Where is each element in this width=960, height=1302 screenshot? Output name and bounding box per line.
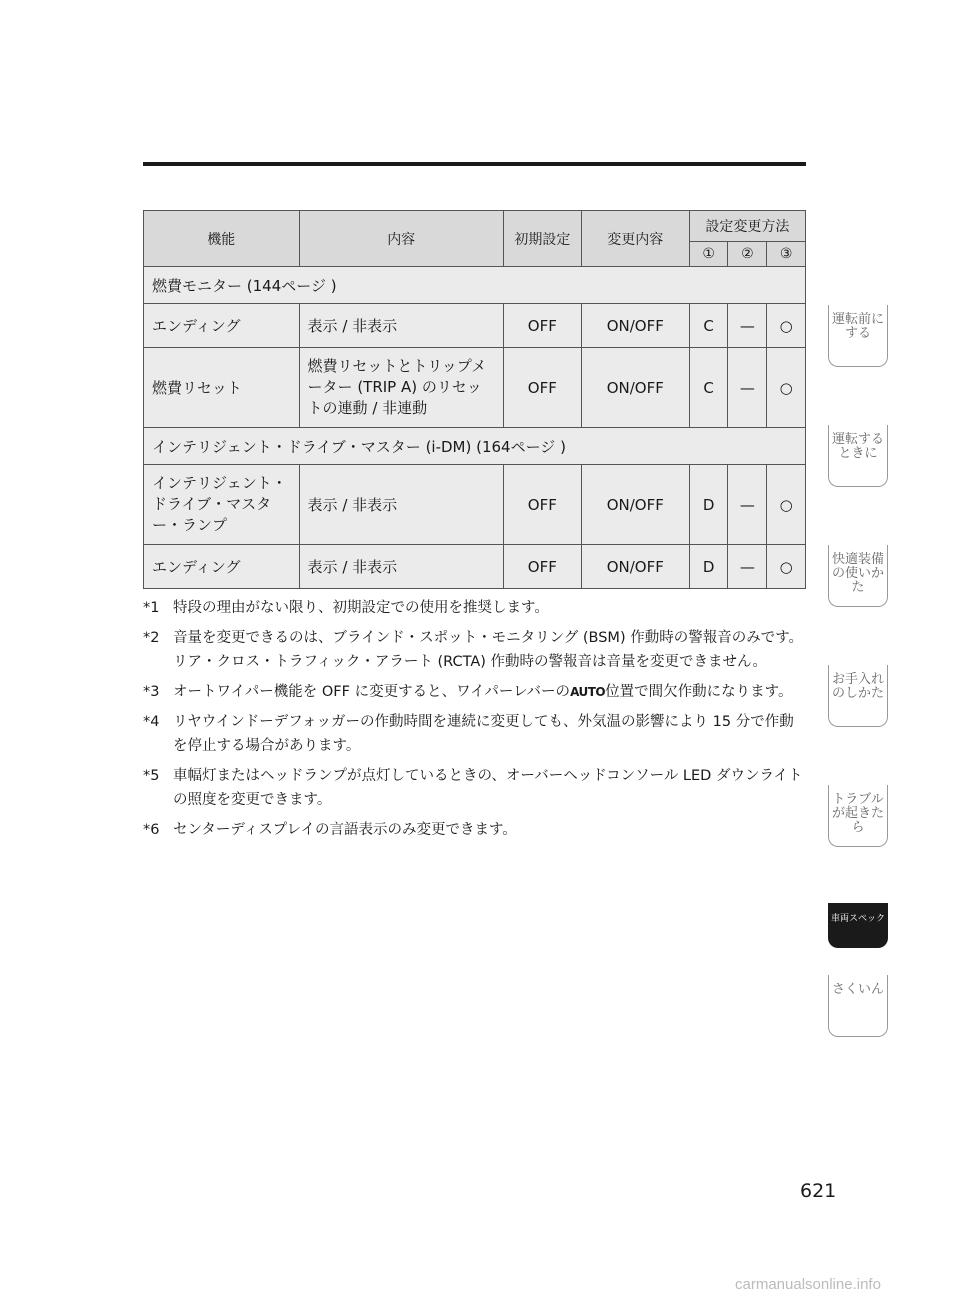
side-tab-comfort[interactable] <box>828 545 888 607</box>
side-tab-label: トラブルが起きたら <box>831 792 884 835</box>
cell-change: ON/OFF <box>581 545 689 589</box>
cell-content: 表示 / 非表示 <box>299 545 503 589</box>
cell-func: エンディング <box>144 304 300 348</box>
header-method-1: ① <box>689 242 728 267</box>
cell-initial: OFF <box>503 304 581 348</box>
table-row <box>144 348 806 428</box>
footnote <box>143 596 806 620</box>
header-method-3: ③ <box>767 242 806 267</box>
cell-method-2: — <box>728 348 767 428</box>
footnote-mark: *5 <box>143 768 160 784</box>
cell-method-1: D <box>689 465 728 545</box>
cell-content: 表示 / 非表示 <box>299 304 503 348</box>
footnote-mark: *4 <box>143 714 160 730</box>
cell-change: ON/OFF <box>581 304 689 348</box>
cell-method-2: — <box>728 545 767 589</box>
cell-method-3: ○ <box>767 545 806 589</box>
side-tab-maintenance[interactable] <box>828 665 888 727</box>
cell-method-3: ○ <box>767 465 806 545</box>
header-initial: 初期設定 <box>503 211 581 267</box>
footnote-mark: *3 <box>143 684 160 700</box>
side-tab-specs[interactable] <box>828 903 888 948</box>
top-rule <box>143 162 806 166</box>
footnote <box>143 680 806 704</box>
footnote-text: 車幅灯またはヘッドランプが点灯しているときの、オーバーヘッドコンソール LED ダウンライトの照度を変更できます。 <box>173 768 803 808</box>
table-row <box>144 304 806 348</box>
cell-initial: OFF <box>503 348 581 428</box>
cell-method-3: ○ <box>767 348 806 428</box>
cell-func: インテリジェント・ドライブ・マスター・ランプ <box>144 465 300 545</box>
header-change: 変更内容 <box>581 211 689 267</box>
settings-table <box>143 210 806 589</box>
footnote-mark: *2 <box>143 630 160 646</box>
header-func: 機能 <box>144 211 300 267</box>
watermark: carmanualsonline.info <box>735 1276 881 1293</box>
side-tab-label: 運転するときに <box>831 432 884 461</box>
cell-change: ON/OFF <box>581 465 689 545</box>
side-tab-index[interactable] <box>828 975 888 1037</box>
cell-initial: OFF <box>503 545 581 589</box>
footnote-mark: *6 <box>143 822 160 838</box>
cell-change: ON/OFF <box>581 348 689 428</box>
cell-method-2: — <box>728 465 767 545</box>
cell-func: エンディング <box>144 545 300 589</box>
side-tab-label: さくいん <box>831 982 884 997</box>
header-method-2: ② <box>728 242 767 267</box>
footnote <box>143 626 806 674</box>
cell-method-1: C <box>689 304 728 348</box>
cell-content: 表示 / 非表示 <box>299 465 503 545</box>
footnote <box>143 818 806 842</box>
footnote-text: 特段の理由がない限り、初期設定での使用を推奨します。 <box>173 600 549 616</box>
header-method: 設定変更方法 <box>689 211 805 242</box>
section-title: インテリジェント・ドライブ・マスター (i-DM) (164ページ ) <box>144 428 806 465</box>
table-row <box>144 465 806 545</box>
footnote-text <box>173 680 806 704</box>
cell-method-3: ○ <box>767 304 806 348</box>
footnote <box>143 710 806 758</box>
side-tab-trouble[interactable] <box>828 785 888 847</box>
cell-func: 燃費リセット <box>144 348 300 428</box>
footnote-text: リヤウインドーデフォッガーの作動時間を連続に変更しても、外気温の影響により 15 分で作動を停止する場合があります。 <box>173 714 794 754</box>
side-tab-before-driving[interactable] <box>828 305 888 367</box>
footnote-text-part: オートワイパー機能を OFF に変更すると、ワイパーレバーの <box>173 684 571 700</box>
page-number: 621 <box>800 1180 837 1202</box>
auto-position-badge: AUTO <box>570 685 606 699</box>
cell-method-1: D <box>689 545 728 589</box>
table-row <box>144 545 806 589</box>
section-title: 燃費モニター (144ページ ) <box>144 267 806 304</box>
cell-method-1: C <box>689 348 728 428</box>
footnote-mark: *1 <box>143 600 160 616</box>
side-tab-label: お手入れのしかた <box>831 672 884 701</box>
footnote-text-part: 位置で間欠作動になります。 <box>605 684 793 700</box>
footnotes <box>143 596 806 848</box>
cell-content: 燃費リセットとトリップメーター (TRIP A) のリセットの連動 / 非連動 <box>299 348 503 428</box>
side-tab-when-driving[interactable] <box>828 425 888 487</box>
footnote-text: 音量を変更できるのは、ブラインド・スポット・モニタリング (BSM) 作動時の警報音のみです。リア・クロス・トラフィック・アラート (RCTA) 作動時の警報音は音量を変更できません。 <box>173 630 804 670</box>
side-tab-label: 車両スペック <box>830 914 885 924</box>
footnote <box>143 764 806 812</box>
side-tab-label: 運転前にする <box>831 312 884 341</box>
side-tab-label: 快適装備の使いかた <box>831 552 884 595</box>
footnote-text: センターディスプレイの言語表示のみ変更できます。 <box>173 822 517 838</box>
cell-initial: OFF <box>503 465 581 545</box>
header-content: 内容 <box>299 211 503 267</box>
cell-method-2: — <box>728 304 767 348</box>
